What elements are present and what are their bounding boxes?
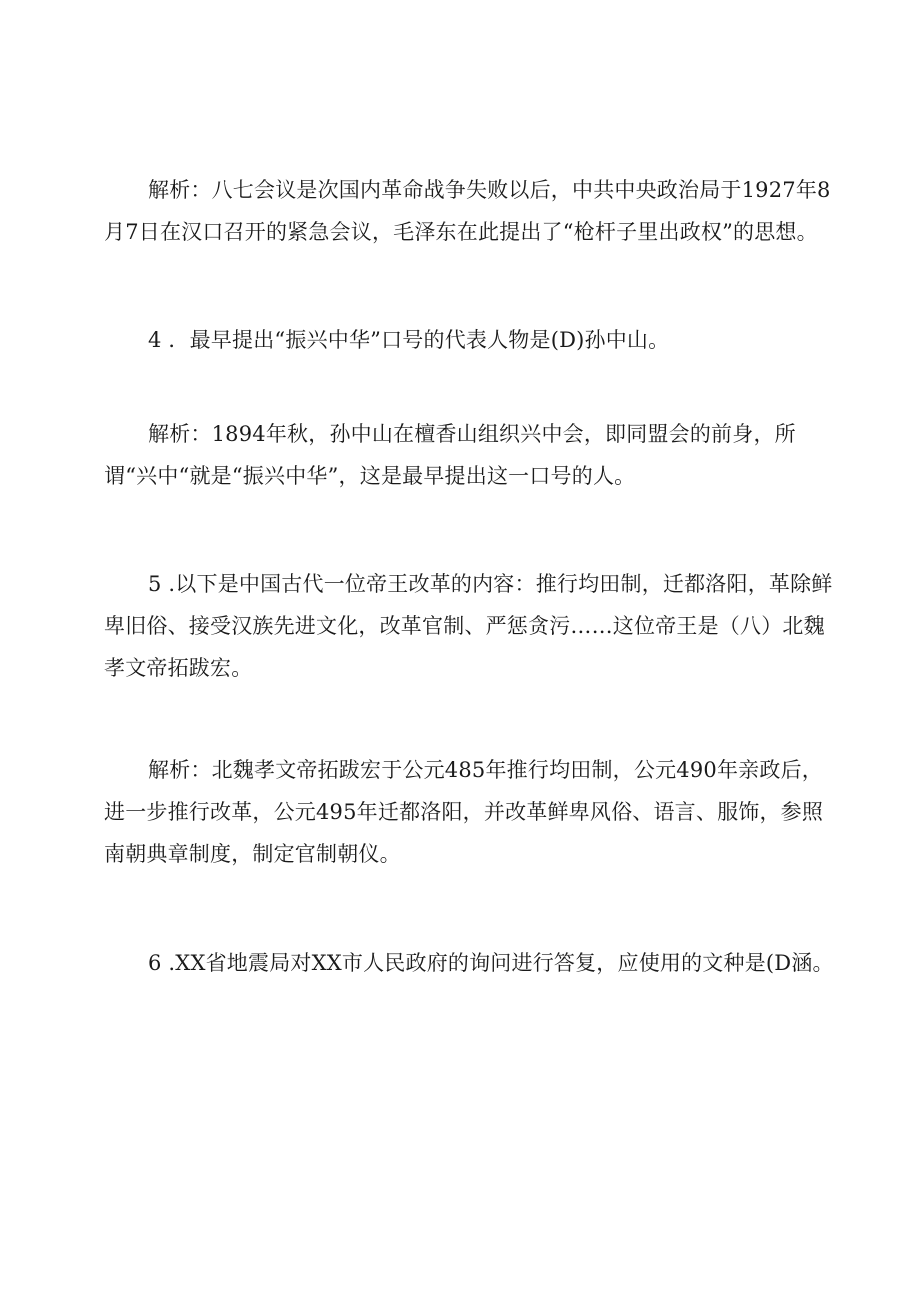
question-paragraph-q4: 4 ．最早提出“振兴中华”口号的代表人物是(D)孙中山。 [148,328,670,352]
analysis-paragraph-q3: 解析：八七会议是次国内革命战争失败以后，中共中央政治局于1927年8月7日在汉口召开的紧急会议，毛泽东在此提出了“枪杆子里出政权”的思想。 [104,178,831,244]
analysis-paragraph-q4: 解析：1894年秋，孙中山在檀香山组织兴中会，即同盟会的前身，所谓“兴中“就是“振兴中华”，这是最早提出这一口号的人。 [104,422,796,488]
analysis-paragraph-q5: 解析：北魏孝文帝拓跋宏于公元485年推行均田制，公元490年亲政后，进一步推行改革，公元495年迁都洛阳，并改革鲜卑风俗、语言、服饰，参照南朝典章制度，制定官制朝仪。 [104,758,824,866]
question-paragraph-q5: 5 .以下是中国古代一位帝王改革的内容：推行均田制，迁都洛阳，革除鲜卑旧俗、接受汉族先进文化，改革官制、严惩贪污……这位帝王是（八）北魏孝文帝拓跋宏。 [104,572,833,680]
question-paragraph-q6: 6 .XX省地震局对XX市人民政府的询问进行答复，应使用的文种是(D涵。 [148,951,834,975]
